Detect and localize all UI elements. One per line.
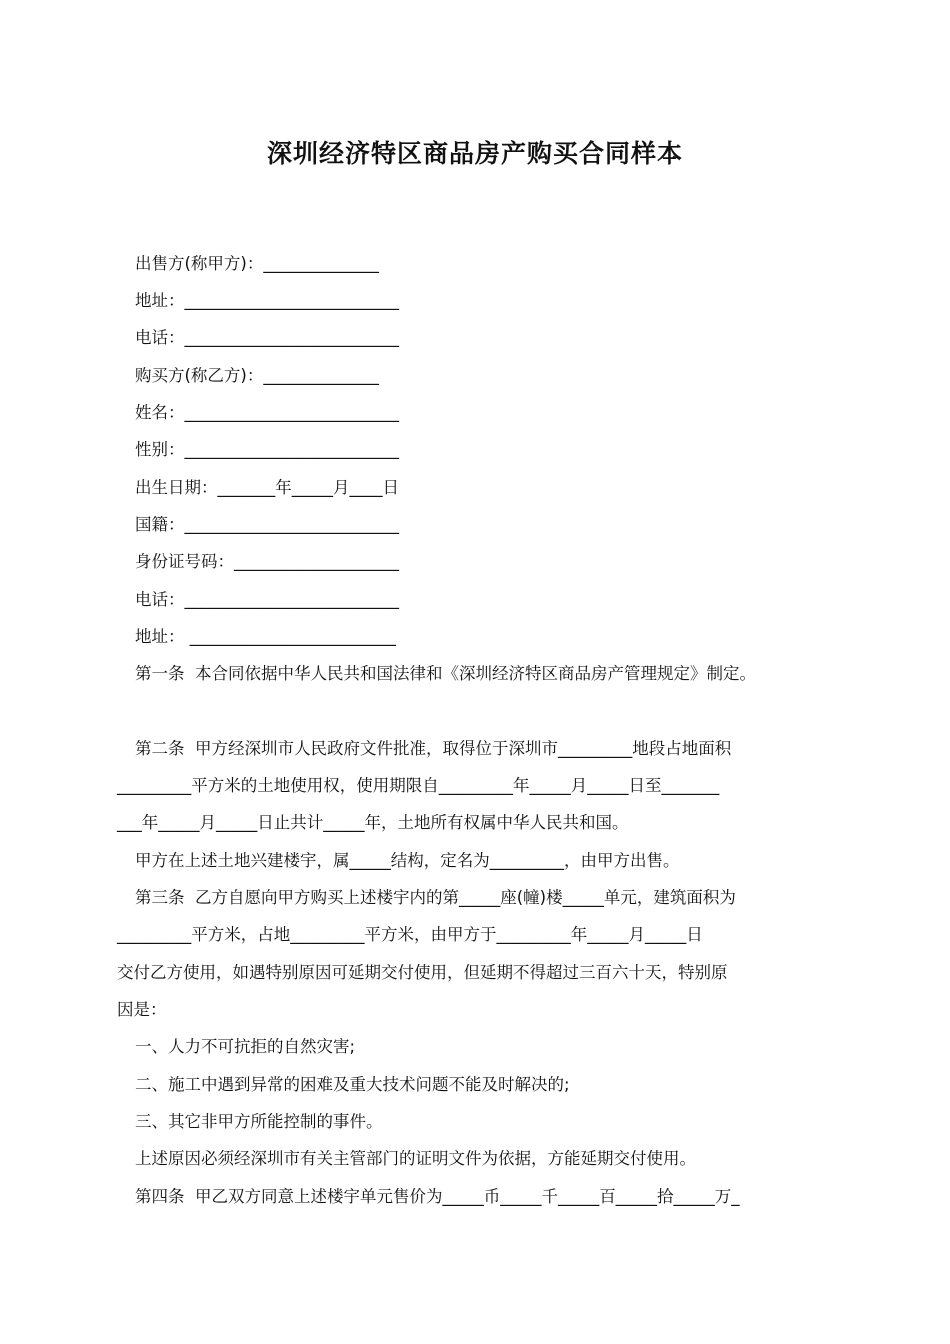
article-3-reason-1: 一、人力不可抗拒的自然灾害;	[135, 1037, 356, 1056]
article-3-reason-3: 三、其它非甲方所能控制的事件。	[135, 1112, 383, 1131]
buyer-nationality-line: 国籍：__________________________	[135, 515, 399, 534]
buyer-gender-line: 性别：__________________________	[135, 440, 399, 459]
buyer-address-line: 地址： _________________________	[135, 627, 396, 646]
article-2-line-3: ___年_____月_____日止共计_____年，土地所有权属中华人民共和国。	[117, 813, 629, 832]
seller-line: 出售方(称甲方)：______________	[135, 254, 379, 273]
article-1: 第一条 本合同依据中华人民共和国法律和《深圳经济特区商品房产管理规定》制定。	[135, 664, 756, 683]
article-3-note: 上述原因必须经深圳市有关主管部门的证明文件为依据，方能延期交付使用。	[135, 1149, 696, 1168]
article-3-line-1: 第三条 乙方自愿向甲方购买上述楼宇内的第_____座(幢)楼_____单元，建筑面积为	[135, 888, 736, 907]
buyer-birthdate-line: 出生日期：_______年_____月____日	[135, 478, 399, 497]
buyer-id-number-line: 身份证号码：____________________	[135, 552, 399, 571]
document-title: 深圳经济特区商品房产购买合同样本	[266, 139, 683, 168]
article-3-reason-2: 二、施工中遇到异常的困难及重大技术问题不能及时解决的;	[135, 1075, 570, 1094]
article-4-line-1: 第四条 甲乙双方同意上述楼宇单元售价为_____币_____千_____百_____拾_____万_	[135, 1187, 740, 1206]
article-3-line-3: 交付乙方使用，如遇特别原因可延期交付使用，但延期不得超过三百六十天，特别原	[117, 963, 728, 982]
article-2-line-1: 第二条 甲方经深圳市人民政府文件批准，取得位于深圳市_________地段占地面积	[135, 739, 732, 758]
seller-phone-line: 电话：__________________________	[135, 328, 399, 347]
article-3-line-4: 因是：	[117, 1000, 167, 1019]
article-2-line-4: 甲方在上述土地兴建楼宇，属_____结构，定名为_________，由甲方出售。	[135, 851, 680, 870]
article-2-line-2: _________平方米的土地使用权，使用期限自_________年_____月_____日至_______	[117, 776, 720, 795]
buyer-phone-line: 电话：__________________________	[135, 590, 399, 609]
buyer-name-line: 姓名：__________________________	[135, 403, 399, 422]
buyer-line: 购买方(称乙方)：______________	[135, 366, 379, 385]
seller-address-line: 地址：__________________________	[135, 291, 399, 310]
article-3-line-2: _________平方米，占地_________平方米，由甲方于_________年_____月_____日	[117, 925, 703, 944]
